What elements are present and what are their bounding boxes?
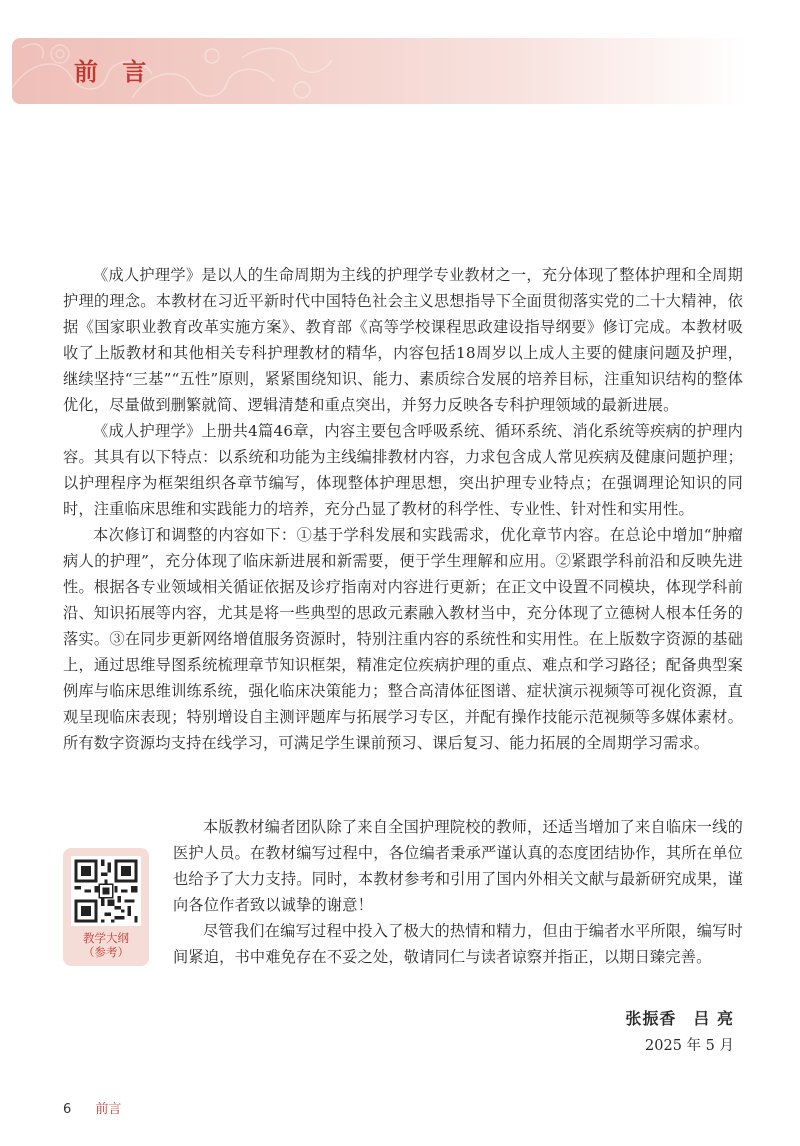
page-number: 6 bbox=[63, 1102, 72, 1117]
paragraph-5: 尽管我们在编写过程中投入了极大的热情和精力，但由于编者水平所限，编写时间紧迫，书中难免存在不妥之处，敬请同仁与读者谅察并指正，以期日臻完善。 bbox=[173, 922, 743, 966]
syllabus-qr-card[interactable] bbox=[63, 848, 149, 966]
qr-caption bbox=[63, 931, 149, 959]
qr-caption-line1: 教学大纲 bbox=[83, 931, 129, 945]
paragraph-3: 本次修订和调整的内容如下：①基于学科发展和实践需求，优化章节内容。在总论中增加“肿瘤病人的护理”，充分体现了临床新进展和新需要，便于学生理解和应用。②紧跟学科前沿和反映先进性。根据各专业领域相关循证依据及诊疗指南对内容进行更新；在正文中设置不同模块，体现学科前沿、知识拓展等内容，尤其是将一些典型的思政元素融入教材当中，充分体现了立德树人根本任务的落实。③在同步更新网络增值服务资源时，特别注重内容的系统性和实用性。在上版数字资源的基础上，通过思维导图系统梳理章节知识框架，精准定位疾病护理的重点、难点和学习路径；配备典型案例库与临床思维训练系统，强化临床决策能力；整合高清体征图谱、症状演示视频等可视化资源，直观呈现临床表现；特别增设自主测评题库与拓展学习专区，并配有操作技能示范视频等多媒体素材。所有数字资源均支持在线学习，可满足学生课前预习、课后复习、能力拓展的全周期学习需求。 bbox=[63, 526, 743, 752]
qr-caption-line2: （参考） bbox=[83, 945, 129, 959]
author-signature: 张振香 吕 亮 bbox=[625, 1009, 734, 1028]
preface-body bbox=[63, 262, 743, 756]
page-footer bbox=[63, 1098, 121, 1117]
qr-code-icon[interactable] bbox=[71, 856, 141, 926]
page-title: 前 言 bbox=[74, 58, 155, 86]
paragraph-4: 本版教材编者团队除了来自全国护理院校的教师，还适当增加了来自临床一线的医护人员。在教材编写过程中，各位编者秉承严谨认真的态度团结协作，其所在单位也给予了大力支持。同时，本教材参考和引用了国内外相关文献与最新研究成果，谨向各位作者致以诚挚的谢意！ bbox=[173, 818, 743, 914]
header-band bbox=[12, 38, 747, 104]
cloud-pattern-decoration bbox=[12, 38, 342, 104]
paragraph-2: 《成人护理学》上册共4篇46章，内容主要包含呼吸系统、循环系统、消化系统等疾病的护理内容。其具有以下特点：以系统和功能为主线编排教材内容，力求包含成人常见疾病及健康问题护理；以护理程序为框架组织各章节编写，体现整体护理思想，突出护理专业特点；在强调理论知识的同时，注重临床思维和实践能力的培养，充分凸显了教材的科学性、专业性、针对性和实用性。 bbox=[63, 422, 743, 518]
preface-closing bbox=[173, 814, 743, 970]
running-section-title: 前言 bbox=[95, 1102, 122, 1117]
paragraph-1: 《成人护理学》是以人的生命周期为主线的护理学专业教材之一，充分体现了整体护理和全周期护理的理念。本教材在习近平新时代中国特色社会主义思想指导下全面贯彻落实党的二十大精神，依据《国家职业教育改革实施方案》、教育部《高等学校课程思政建设指导纲要》修订完成。本教材吸收了上版教材和其他相关专科护理教材的精华，内容包括18周岁以上成人主要的健康问题及护理，继续坚持“三基”“五性”原则，紧紧围绕知识、能力、素质综合发展的培养目标，注重知识结构的整体优化，尽量做到删繁就简、逻辑清楚和重点突出，并努力反映各专科护理领域的最新进展。 bbox=[63, 266, 743, 414]
signature-date: 2025 年 5 月 bbox=[645, 1038, 734, 1054]
